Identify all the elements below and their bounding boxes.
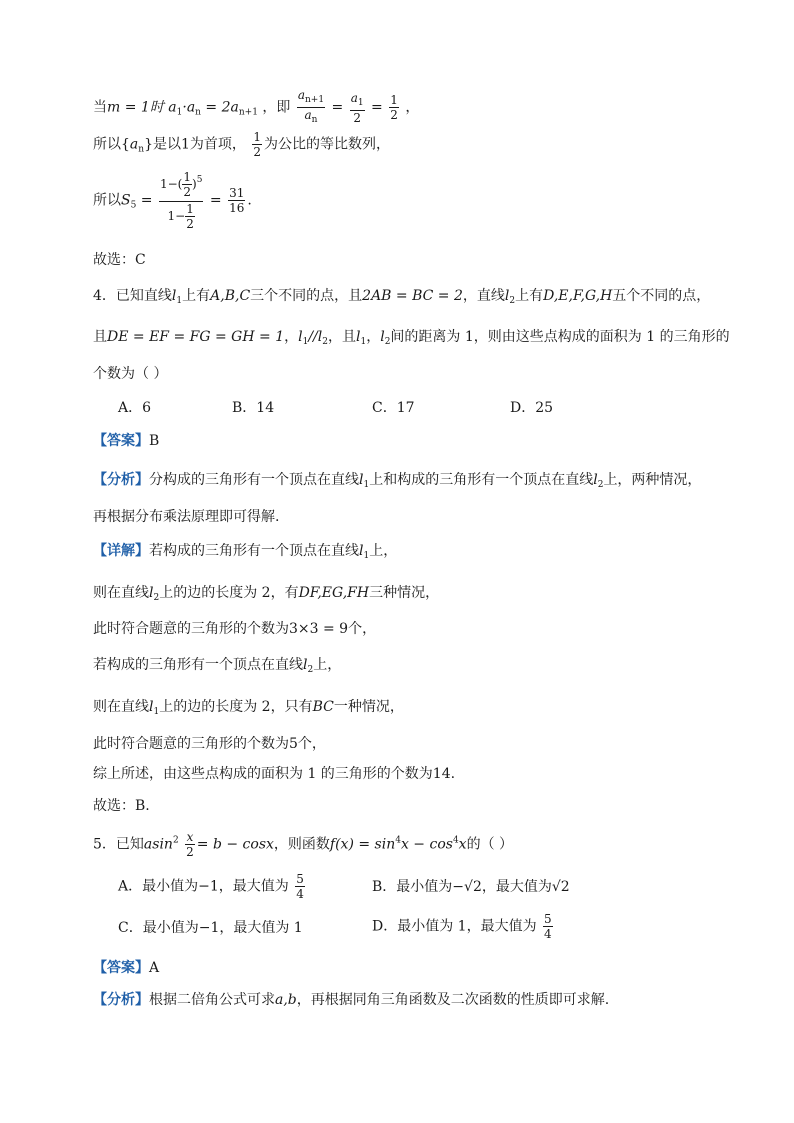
q4-detail-8: 故选：B.	[93, 798, 150, 814]
q5-choice-b: B．最小值为−√2，最大值为√2	[372, 879, 570, 895]
frac-5-4-a: $\frac{5}{4}$	[296, 872, 304, 901]
q4-choice-d: D．25	[510, 400, 554, 416]
q4-choice-a: A．6	[118, 400, 152, 416]
q4-line2: 且DE = EF = FG = GH = 1，$l_1//l_2$，且$l_1$，$l_2$间的距离为 1，则由这些点构成的面积为 1 的三角形的	[93, 329, 730, 347]
frac-5-4-d: $\frac{5}{4}$	[544, 912, 552, 941]
q4-detail-3: 此时符合题意的三角形的个数为3×3 = 9个，	[93, 621, 377, 637]
q5-stem: 5．已知asin$^2$ $\frac{x}{2}$ = b − cosx，则函数$f(x) = \sin^4x - \cos^4x$的（ ）	[93, 830, 514, 859]
frac-x-2: $\frac{x}{2}$	[186, 830, 194, 859]
q4-choice-c: C．17	[372, 400, 415, 416]
q5-choice-a: A．最小值为−1，最大值为 $\frac{5}{4}$	[118, 872, 304, 901]
line-m-equals-1: 当m = 1时 $a_1\cdot a_n = 2a_{n+1}$ ，即 $\frac{a_{n+1}}{a_n}$ = $\frac{a_1}{2}$ = $\frac{1}{2}$ ，	[93, 88, 420, 125]
q5-answer: 【答案】A	[93, 960, 160, 976]
frac-one-half: $\frac{1}{2}$	[390, 93, 398, 122]
q4-answer: 【答案】B	[93, 433, 160, 449]
line-s5: 所以$S_5$ = 1−( $\frac{1}{2}$ )$^5$ 1− $\frac{1}{2}$ = $\frac{31}{16}$ .	[93, 170, 252, 231]
q5-choice-c: C．最小值为−1，最大值为 1	[118, 920, 303, 936]
q4-detail-2: 则在直线$l_2$上的边的长度为 2，有DF,EG,FH三种情况，	[93, 585, 440, 603]
q4-analysis-line2: 再根据分布乘法原理即可得解.	[93, 509, 280, 525]
frac-a1-2: $\frac{a_1}{2}$	[350, 90, 364, 125]
frac-ratio: $\frac{1}{2}$	[253, 130, 262, 159]
line-geometric-sequence: 所以$\{a_n\}$是以1为首项， $\frac{1}{2}$ 为公比的等比数列，	[93, 130, 391, 159]
q4-line3: 个数为（ ）	[93, 366, 168, 382]
q4-choice-b: B．14	[232, 400, 275, 416]
q5-analysis: 【分析】根据二倍角公式可求a,b，再根据同角三角函数及二次函数的性质即可求解.	[93, 992, 610, 1008]
q4-detail-1: 【详解】若构成的三角形有一个顶点在直线$l_1$上，	[93, 543, 398, 561]
q5-choice-d: D．最小值为 1，最大值为 $\frac{5}{4}$	[372, 912, 552, 941]
q4-detail-7: 综上所述，由这些点构成的面积为 1 的三角形的个数为14.	[93, 766, 456, 782]
q4-line1: 4．已知直线$l_1$上有A,B,C三个不同的点，且2AB = BC = 2，直线$l_2$上有D,E,F,G,H五个不同的点，	[93, 288, 711, 306]
q4-analysis-line1: 【分析】分构成的三角形有一个顶点在直线$l_1$上和构成的三角形有一个顶点在直线$l_2$上，两种情况，	[93, 472, 702, 490]
q4-detail-5: 则在直线$l_1$上的边的长度为 2，只有BC一种情况，	[93, 699, 404, 717]
frac-s5: 1−( $\frac{1}{2}$ )$^5$ 1− $\frac{1}{2}$	[159, 170, 203, 231]
frac-an1-an: $\frac{a_{n+1}}{a_n}$	[297, 88, 325, 125]
frac-31-16: $\frac{31}{16}$	[229, 186, 245, 215]
q4-detail-4: 若构成的三角形有一个顶点在直线$l_2$上，	[93, 657, 342, 675]
answer-c: 故选：C	[93, 252, 146, 268]
q4-detail-6: 此时符合题意的三角形的个数为5个，	[93, 736, 326, 752]
